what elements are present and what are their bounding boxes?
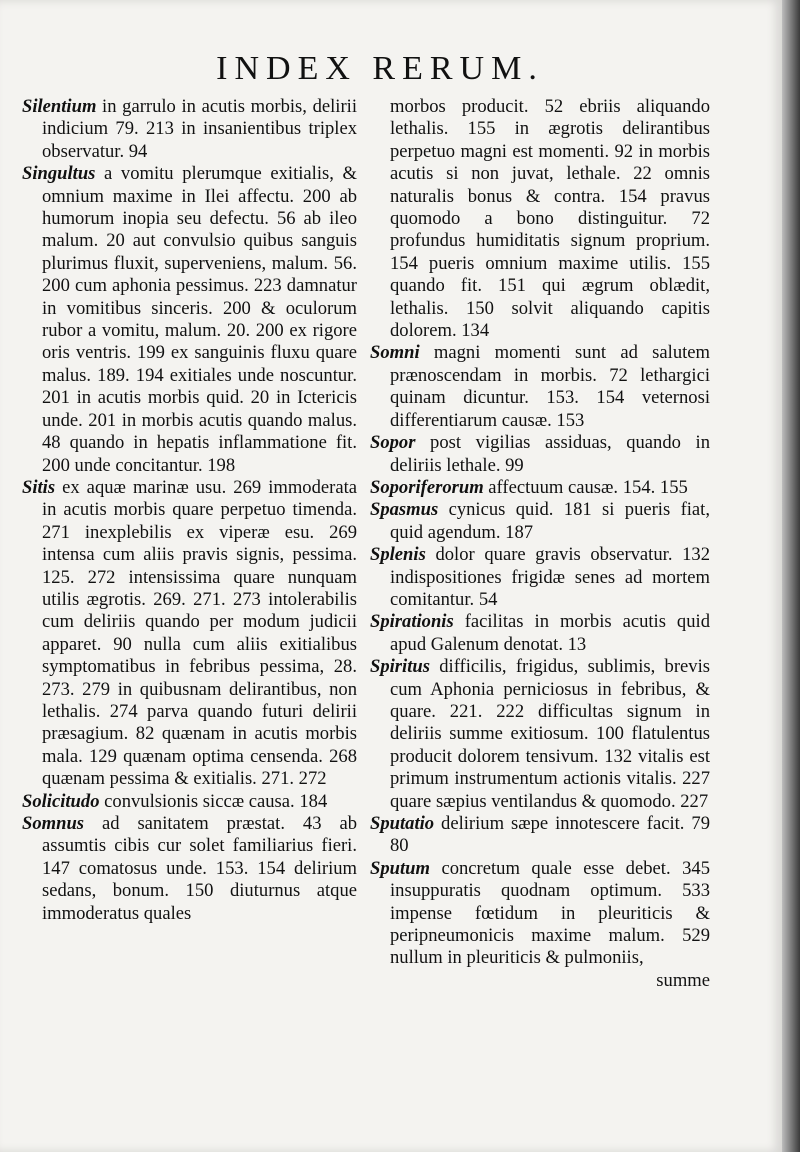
entry-text: dolor quare gravis observatur. 132 indispositiones frigidæ senes ad mortem comitantur. 54: [390, 544, 710, 610]
entry-text: cynicus quid. 181 si pueris fiat, quid agendum. 187: [390, 499, 710, 543]
entry-text: magni momenti sunt ad salutem prænoscendam in morbis. 72 lethargici quinam dicuntur. 153. 154 veternosi differentiarum causæ. 153: [390, 342, 710, 431]
entry-keyword: Singultus: [22, 163, 96, 185]
entry-keyword: Sopor: [370, 432, 416, 454]
left-column: [22, 96, 357, 925]
entry-keyword: Solicitudo: [22, 790, 100, 812]
entry-keyword: Splenis: [370, 544, 426, 566]
index-entry: [22, 813, 357, 925]
page-edge: [782, 0, 800, 1152]
entry-keyword: Spasmus: [370, 499, 439, 521]
index-entry: [22, 96, 357, 163]
index-entry: [370, 499, 710, 544]
index-entry: [370, 477, 710, 499]
right-column: [370, 96, 710, 992]
index-entry: [370, 611, 710, 656]
catchword: summe: [656, 969, 710, 991]
entry-text: convulsionis siccæ causa. 184: [99, 790, 328, 812]
entry-text: ad sanitatem præstat. 43 ab assumtis cibis cur solet familiarius fieri. 147 comatosus unde. 153. 154 delirium sedans, bonum. 150 diuturnus atque immoderatus quales: [42, 813, 357, 924]
index-entry: [370, 432, 710, 477]
entry-keyword: Sitis: [22, 476, 56, 498]
index-entry: [22, 163, 357, 477]
entry-keyword: Somni: [370, 342, 420, 364]
index-entry: [370, 858, 710, 970]
continued-entry-text: morbos producit. 52 ebriis aliquando lethalis. 155 in ægrotis delirantibus perpetuo magni est momenti. 92 in morbis acutis si non juvat, lethale. 22 omnis naturalis bonus & contra. 154 pravus quomodo a bono distinguitur. 72 profundus humiditatis signum proprium. 154 pueris omnium maxime utilis. 155 quando fit. 151 qui ægrum oblædit, lethalis. 150 solvit aliquando capitis dolorem. 134: [390, 96, 710, 342]
entry-text: delirium sæpe innotescere facit. 79 80: [390, 813, 710, 857]
entry-keyword: Soporiferorum: [370, 476, 484, 498]
entry-text: post vigilias assiduas, quando in deliriis lethale. 99: [390, 432, 710, 476]
index-entry: [22, 477, 357, 791]
index-entry: [22, 791, 357, 813]
entry-text: concretum quale esse debet. 345 insuppuratis quodnam optimum. 533 impense fœtidum in pleuriticis & peripneumonicis maxime malum. 529 nullum in pleuriticis & pulmoniis,: [390, 857, 710, 969]
entry-text: facilitas in morbis acutis quid apud Galenum denotat. 13: [390, 611, 710, 655]
entry-keyword: Spirationis: [370, 611, 454, 633]
entry-text: a vomitu plerumque exitialis, & omnium maxime in Ilei affectu. 200 ab humorum inopia seu defectu. 56 ab ileo malum. 20 aut convulsio quibus sanguis plurimus fluxit, superveniens, malum. 56. 200 cum aphonia pessimus. 223 damnatur in vomitibus sinceris. 200 & oculorum rubor a vomitu, malum. 20. 200 ex rigore oris ventris. 199 ex sanguinis fluxu quare malus. 189. 194 exitiales unde noscuntur. 201 in acutis morbis quid. 20 in Ictericis unde. 201 in morbis acutis quando malus. 48 quando in hepatis inflammatione fit. 200 unde concitantur. 198: [42, 163, 357, 476]
entry-keyword: Somnus: [22, 813, 85, 834]
index-entry: [370, 656, 710, 813]
entry-text: ex aquæ marinæ usu. 269 immoderata in acutis morbis quare perpetuo timenda. 271 inexplebilis ex viperæ esu. 269 intensa cum aliis pravis signis, pessima. 125. 272 intensissima quare nunquam utilis ægrotis. 269. 271. 273 intolerabilis cum deliriis quando per modum judicii apparet. 90 nulla cum aliis exitialibus symptomatibus in febribus pessima, 28. 273. 279 in quibusnam delirantibus, non lethalis. 274 parva quando futuri delirii præsagium. 82 quænam in acutis morbis mala. 129 quænam optima censenda. 268 quænam pessima & exitialis. 271. 272: [42, 476, 357, 790]
entry-keyword: Spiritus: [370, 656, 430, 678]
entry-keyword: Sputum: [370, 857, 430, 879]
page-title: INDEX RERUM.: [216, 50, 544, 87]
entry-keyword: Silentium: [22, 96, 97, 117]
entry-keyword: Sputatio: [370, 813, 435, 834]
entry-text: affectuum causæ. 154. 155: [483, 476, 688, 498]
index-entry: [370, 544, 710, 611]
index-entry: [370, 813, 710, 858]
entry-text: in garrulo in acutis morbis, delirii indicium 79. 213 in insanientibus triplex observatur. 94: [42, 96, 357, 162]
entry-text: difficilis, frigidus, sublimis, brevis cum Aphonia perniciosus in febribus, & quare. 221. 222 difficultas signum in deliriis summe exitiosum. 100 flatulentus producit dolorem tensivum. 132 vitalis est primum instrumentum actionis vitalis. 227 quare sæpius ventilandus & quomodo. 227: [390, 656, 710, 812]
index-entry: [370, 342, 710, 432]
